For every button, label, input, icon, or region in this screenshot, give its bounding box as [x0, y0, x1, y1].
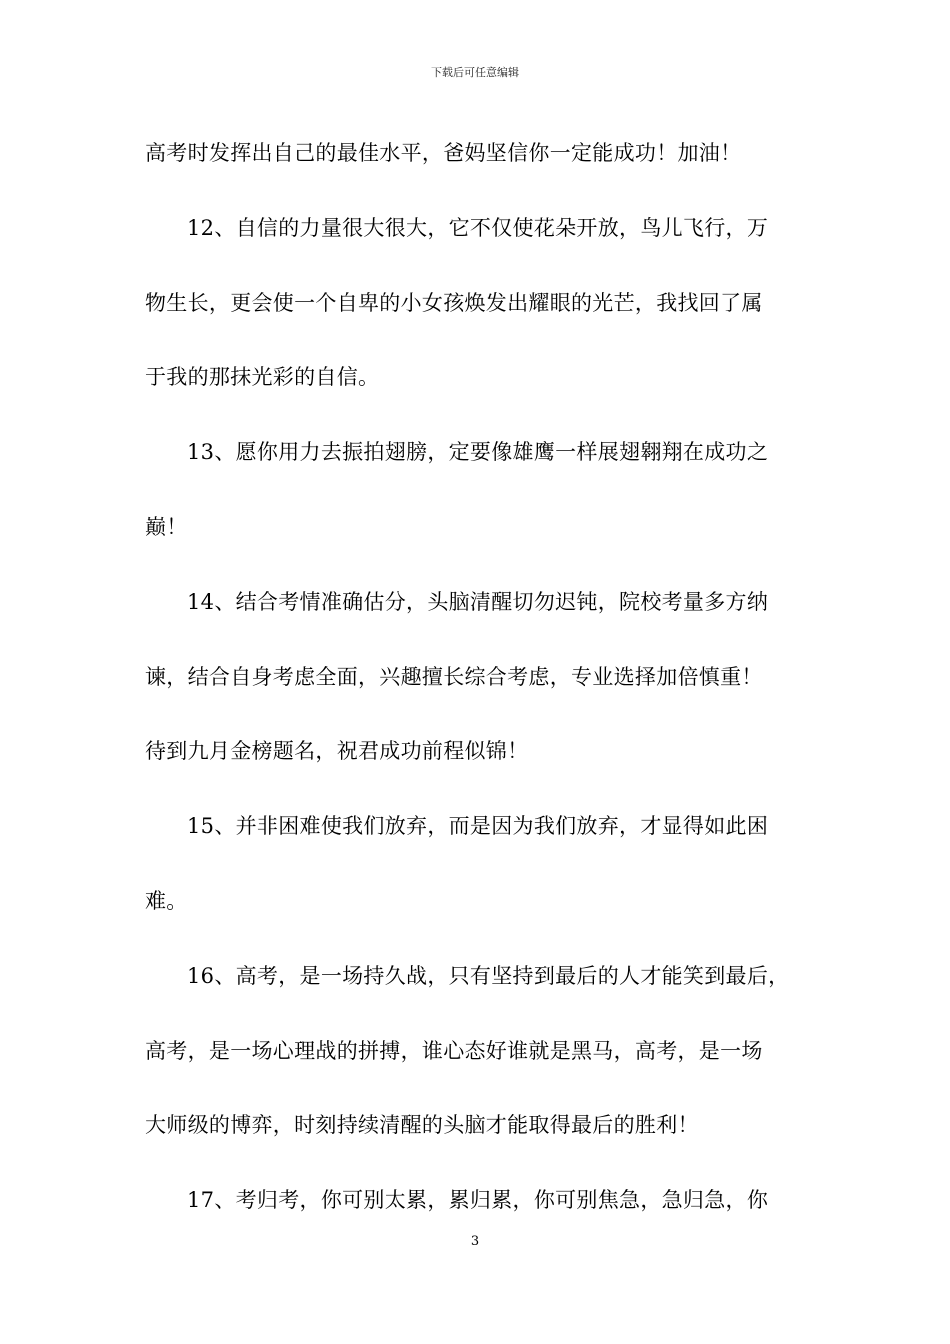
text-line: 14、结合考情准确估分，头脑清醒切勿迟钝，院校考量多方纳: [187, 589, 769, 614]
text-line: 12、自信的力量很大很大，它不仅使花朵开放，鸟儿飞行，万: [187, 215, 769, 240]
text-line: 高考，是一场心理战的拼搏，谁心态好谁就是黑马，高考，是一场: [145, 1038, 763, 1063]
text-line: 大师级的博弈，时刻持续清醒的头脑才能取得最后的胜利！: [145, 1113, 699, 1138]
text-line: 高考时发挥出自己的最佳水平，爸妈坚信你一定能成功！加油！: [145, 141, 742, 165]
text-line: 巅！: [145, 514, 188, 539]
text-line: 物生长，更会使一个自卑的小女孩焕发出耀眼的光芒，我找回了属: [145, 290, 763, 315]
text-line: 15、并非困难使我们放弃，而是因为我们放弃，才显得如此困: [187, 814, 769, 839]
text-line: 17、考归考，你可别太累，累归累，你可别焦急，急归急，你: [187, 1188, 769, 1213]
text-line: 于我的那抹光彩的自信。: [145, 365, 380, 390]
text-line: 16、高考，是一场持久战，只有坚持到最后的人才能笑到最后，: [187, 963, 790, 988]
page-number: 3: [470, 1234, 480, 1249]
text-line: 难。: [145, 888, 188, 913]
text-line: 13、愿你用力去振拍翅膀，定要像雄鹰一样展翅翱翔在成功之: [187, 440, 769, 465]
text-line: 待到九月金榜题名，祝君成功前程似锦！: [145, 739, 529, 764]
text-line: 谏，结合自身考虑全面，兴趣擅长综合考虑，专业选择加倍慎重！: [145, 664, 763, 689]
document-body: [145, 132, 825, 1254]
page-header: 下载后可任意编辑: [431, 66, 519, 79]
